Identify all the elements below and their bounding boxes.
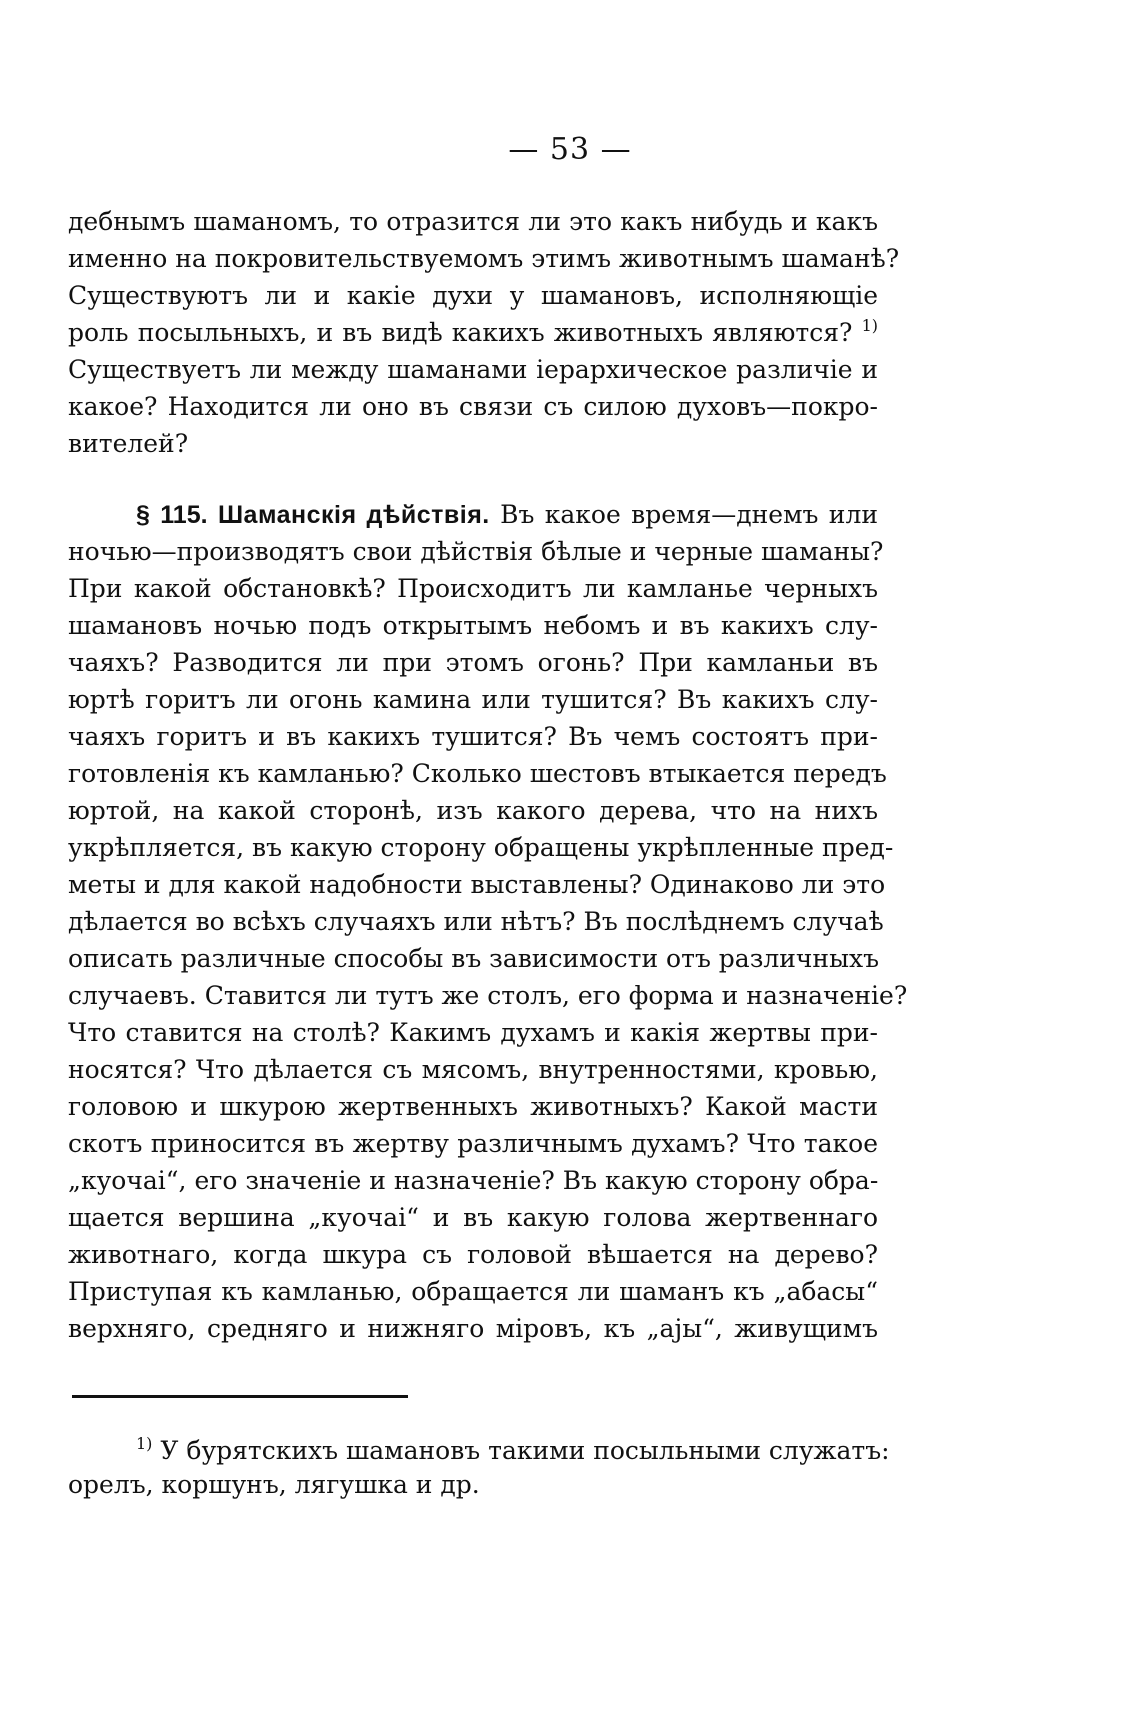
paragraph-questions-shamans <box>68 203 900 462</box>
text-line: При какой обстановкѣ? Происходитъ ли камланье черныхъ <box>68 574 878 603</box>
text-line: верхняго, средняго и нижняго міровъ, къ „аjы“, живущимъ <box>68 1314 878 1343</box>
text-line: Существуютъ ли и какіе духи у шамановъ, исполняющіе <box>68 281 878 310</box>
main-text <box>68 203 908 1347</box>
footnote-marker: 1) <box>136 1434 153 1453</box>
text-line: ночью—производятъ свои дѣйствія бѣлые и черные шаманы? <box>68 537 884 566</box>
text-line-with-footnote-ref <box>68 314 878 351</box>
text-line: Существуетъ ли между шаманами іерархическое различіе и <box>68 355 878 384</box>
text-line: какое? Находится ли оно въ связи съ силою духовъ—покро- <box>68 392 878 421</box>
text-line: носятся? Что дѣлается съ мясомъ, внутренностями, кровью, <box>68 1055 878 1084</box>
text-line: головою и шкурою жертвенныхъ животныхъ? Какой масти <box>68 1092 878 1121</box>
text-line: чаяхъ? Разводится ли при этомъ огонь? При камланьи въ <box>68 648 878 677</box>
section-title: Шаманскія дѣйствія. <box>217 501 490 529</box>
text-line: животнаго, когда шкура съ головой вѣшается на дерево? <box>68 1240 878 1269</box>
text-line: щается вершина „куочаі“ и въ какую голова жертвеннаго <box>68 1203 878 1232</box>
text-line: меты и для какой надобности выставлены? Одинаково ли это <box>68 870 886 899</box>
section-115 <box>68 496 908 1347</box>
footnote-line <box>68 1434 890 1468</box>
paragraph-gap <box>68 462 878 496</box>
footnote-line: орелъ, коршунъ, лягушка и др. <box>68 1470 480 1499</box>
text-line: дебнымъ шаманомъ, то отразится ли это какъ нибудь и какъ <box>68 207 878 236</box>
text-line: чаяхъ горитъ и въ какихъ тушится? Въ чемъ состоятъ при- <box>68 722 878 751</box>
footnote-divider <box>72 1395 408 1398</box>
footnote-ref: 1) <box>861 316 878 335</box>
text-line: юртой, на какой сторонѣ, изъ какого дерева, что на нихъ <box>68 796 878 825</box>
text-line: шамановъ ночью подъ открытымъ небомъ и въ какихъ слу- <box>68 611 878 640</box>
text-line: именно на покровительствуемомъ этимъ животнымъ шаманѣ? <box>68 244 900 273</box>
text-line: роль посыльныхъ, и въ видѣ какихъ животныхъ являются? <box>68 318 853 347</box>
text-line: юртѣ горитъ ли огонь камина или тушится? Въ какихъ слу- <box>68 685 878 714</box>
text-line: Что ставится на столѣ? Какимъ духамъ и какія жертвы при- <box>68 1018 878 1047</box>
footnote <box>68 1434 890 1502</box>
text-line: готовленія къ камланью? Сколько шестовъ втыкается передъ <box>68 759 887 788</box>
text-line: дѣлается во всѣхъ случаяхъ или нѣтъ? Въ послѣднемъ случаѣ <box>68 907 884 936</box>
footnote-text: У бурятскихъ шамановъ такими посыльными служатъ: <box>160 1436 890 1465</box>
section-number: 115. <box>160 501 208 529</box>
section-mark: § <box>136 501 150 529</box>
text-line: случаевъ. Ставится ли тутъ же столъ, его форма и назначеніе? <box>68 981 908 1010</box>
text-line: укрѣпляется, въ какую сторону обращены укрѣпленные пред- <box>68 833 894 862</box>
text-line: вителей? <box>68 429 189 458</box>
text-line: Въ какое время—днемъ или <box>500 500 879 529</box>
text-line: описать различные способы въ зависимости отъ различныхъ <box>68 944 879 973</box>
section-heading-line <box>68 496 878 533</box>
text-line: Приступая къ камланью, обращается ли шаманъ къ „абасы“ <box>68 1277 878 1306</box>
text-line: „куочаі“, его значеніе и назначеніе? Въ какую сторону обра- <box>68 1166 879 1195</box>
text-line: скотъ приносится въ жертву различнымъ духамъ? Что такое <box>68 1129 878 1158</box>
page-number: — 53 — <box>508 132 632 167</box>
